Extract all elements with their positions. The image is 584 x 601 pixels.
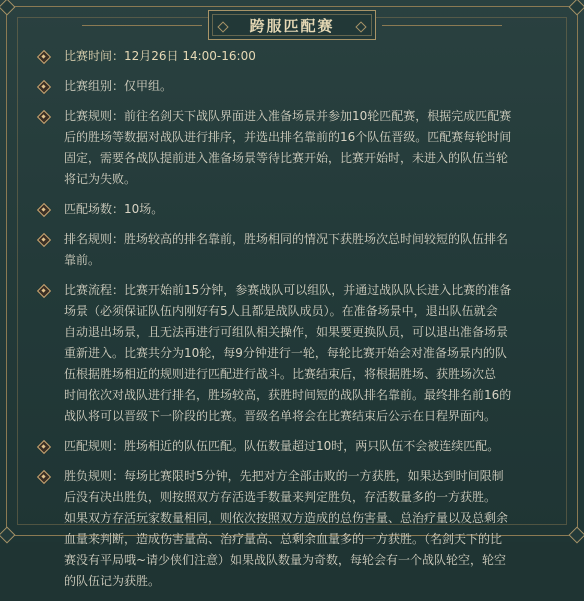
diamond-bullet-icon — [38, 81, 49, 92]
rule-text-line: 赛没有平局哦~请少侠们注意）如果战队数量为奇数，每轮会有一个战队轮空，轮空 — [64, 553, 507, 567]
title-divider-right — [382, 25, 502, 26]
rule-text-line: 排名规则：胜场较高的排名靠前，胜场相同的情况下获胜场次总时间较短的队伍排名 — [64, 232, 509, 246]
rule-text-line: 伍根据胜场相近的规则进行匹配进行战斗。比赛结束后，将根据胜场、获胜场次总 — [64, 367, 497, 381]
rule-text-line: 匹配规则：胜场相近的队伍匹配。队伍数量超过10时，两只队伍不会被连续匹配。 — [64, 439, 500, 453]
rule-text-line: 比赛流程：比赛开始前15分钟，参赛战队可以组队，并通过战队队长进入比赛的准备 — [64, 283, 512, 297]
rule-item — [38, 106, 558, 190]
rule-item — [38, 199, 558, 220]
rule-item — [38, 229, 558, 271]
rule-text-line: 战队将可以晋级下一阶段的比赛。晋级名单将会在比赛结束后公示在日程界面内。 — [64, 409, 497, 423]
rule-text-line: 将记为失败。 — [64, 172, 137, 186]
title-bar — [208, 10, 376, 40]
rule-text-line: 胜负规则：每场比赛限时5分钟，先把对方全部击败的一方获胜，如果达到时间限制 — [64, 469, 504, 483]
rule-item — [38, 436, 558, 457]
diamond-bullet-icon — [38, 234, 49, 245]
rule-text-line: 靠前。 — [64, 253, 101, 267]
diamond-bullet-icon — [38, 441, 49, 452]
rule-text-line: 时间依次对战队进行排名，胜场较高，获胜时间短的战队排名靠前。最终排名前16的 — [64, 388, 512, 402]
rule-item — [38, 280, 558, 427]
rule-item — [38, 466, 558, 592]
rule-text-line: 比赛组别：仅甲组。 — [64, 79, 173, 93]
rules-list — [38, 46, 558, 601]
title-divider-left — [82, 25, 202, 26]
rule-text-line: 固定，需要各战队提前进入准备场景等待比赛开始，比赛开始时，未进入的队伍当轮 — [64, 151, 509, 165]
rule-item — [38, 46, 558, 67]
rule-text-line: 场景（必须保证队伍内刚好有5人且都是战队成员）。在准备场景中，退出队伍就会 — [64, 304, 498, 318]
page-title: 跨服匹配赛 — [249, 16, 335, 35]
title-box — [208, 10, 376, 40]
rule-text-line: 血量来判断，造成伤害量高、治疗量高、总剩余血量多的一方获胜。（名剑天下的比 — [64, 532, 503, 546]
rule-text-line: 如果双方存活玩家数量相同，则依次按照双方造成的总伤害量、总治疗量以及总剩余 — [64, 511, 509, 525]
rule-text-line: 比赛时间：12月26日 14:00-16:00 — [64, 49, 256, 63]
rule-text-line: 匹配场数：10场。 — [64, 202, 164, 216]
rule-text-line: 比赛规则：前往名剑天下战队界面进入准备场景并参加10轮匹配赛，根据完成匹配赛 — [64, 109, 512, 123]
rule-text-line: 后没有决出胜负，则按照双方存活选手数量来判定胜负，存活数量多的一方获胜。 — [64, 490, 497, 504]
rule-text-line: 的队伍记为获胜。 — [64, 574, 161, 588]
diamond-bullet-icon — [38, 111, 49, 122]
rule-text-line: 自动退出场景，且无法再进行可组队相关操作，如果要更换队员，可以退出准备场景 — [64, 325, 509, 339]
rule-item — [38, 76, 558, 97]
diamond-bullet-icon — [38, 51, 49, 62]
diamond-bullet-icon — [38, 471, 49, 482]
rule-text-line: 重新进入。比赛共分为10轮，每9分钟进行一轮，每轮比赛开始会对准备场景内的队 — [64, 346, 507, 360]
rule-text-line: 后的胜场等数据对战队进行排序，并选出排名靠前的16个队伍晋级。匹配赛每轮时间 — [64, 130, 512, 144]
diamond-bullet-icon — [38, 204, 49, 215]
diamond-bullet-icon — [38, 285, 49, 296]
title-diamond-left-icon — [217, 21, 228, 32]
title-diamond-right-icon — [355, 21, 366, 32]
